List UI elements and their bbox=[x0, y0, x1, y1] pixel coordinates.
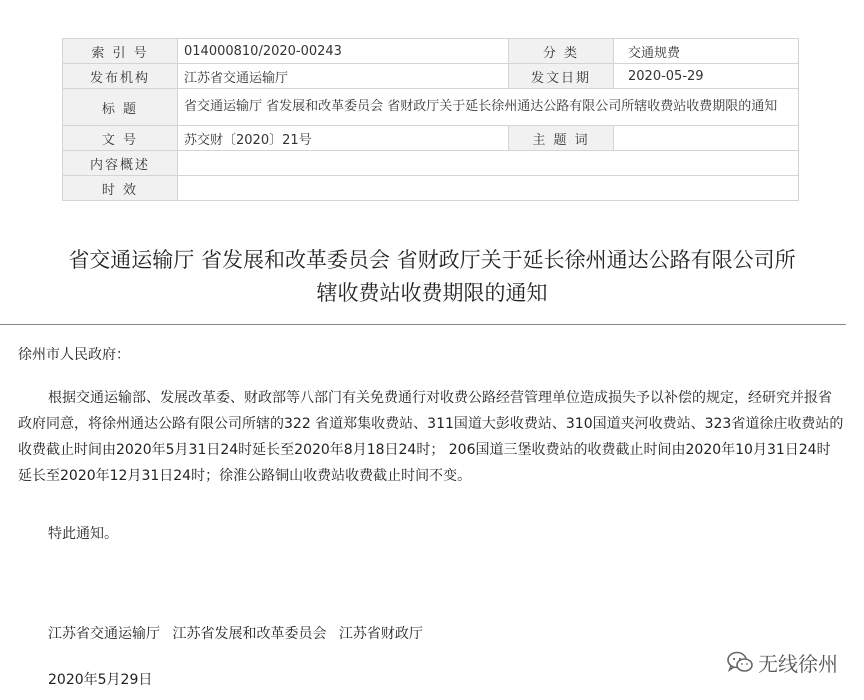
issuer-value: 江苏省交通运输厅 bbox=[178, 64, 509, 89]
summary-value bbox=[178, 151, 799, 176]
issue-date: 2020年5月29日 bbox=[48, 672, 153, 688]
subject-value bbox=[614, 126, 799, 151]
validity-value bbox=[178, 176, 799, 201]
signature-line: 江苏省交通运输厅 江苏省发展和改革委员会 江苏省财政厅 bbox=[48, 626, 423, 642]
title-divider bbox=[0, 324, 846, 325]
closing-line: 特此通知。 bbox=[48, 526, 118, 542]
category-value: 交通规费 bbox=[614, 39, 799, 64]
docno-label: 文 号 bbox=[63, 126, 178, 151]
date-label: 发文日期 bbox=[509, 64, 614, 89]
title-value: 省交通运输厅 省发展和改革委员会 省财政厅关于延长徐州通达公路有限公司所辖收费站收费期限的通知 bbox=[178, 89, 799, 126]
watermark-text: 无线徐州 bbox=[758, 652, 838, 676]
validity-label: 时 效 bbox=[63, 176, 178, 201]
title-label: 标 题 bbox=[63, 89, 178, 126]
docno-value: 苏交财〔2020〕21号 bbox=[178, 126, 509, 151]
body-paragraph: 根据交通运输部、发展改革委、财政部等八部门有关免费通行对收费公路经营管理单位造成损失予以补偿的规定，经研究并报省政府同意，将徐州通达公路有限公司所辖的322 省道郑集收费站、311国道大彭收费站、310国道夹河收费站、323省道徐庄收费站的收费截止时间由2020年5月31日24时延长至2020年8月18日24时； 206国道三堡收费站的收费截止时间由2020年10月31日24时延长至2020年12月31日24时；徐淮公路铜山收费站收费截止时间不变。 bbox=[18, 390, 844, 484]
index-label: 索 引 号 bbox=[63, 39, 178, 64]
wechat-icon bbox=[726, 650, 754, 676]
document-title-line-2: 辖收费站收费期限的通知 bbox=[316, 281, 548, 305]
metadata-table bbox=[62, 38, 799, 201]
document-title bbox=[0, 244, 864, 310]
summary-label: 内容概述 bbox=[63, 151, 178, 176]
salutation: 徐州市人民政府： bbox=[18, 347, 130, 363]
issuer-label: 发布机构 bbox=[63, 64, 178, 89]
watermark bbox=[726, 648, 838, 677]
document-title-line-1: 省交通运输厅 省发展和改革委员会 省财政厅关于延长徐州通达公路有限公司所 bbox=[68, 248, 796, 272]
date-value: 2020-05-29 bbox=[614, 64, 799, 89]
index-value: 014000810/2020-00243 bbox=[178, 39, 509, 64]
subject-label: 主 题 词 bbox=[509, 126, 614, 151]
category-label: 分 类 bbox=[509, 39, 614, 64]
